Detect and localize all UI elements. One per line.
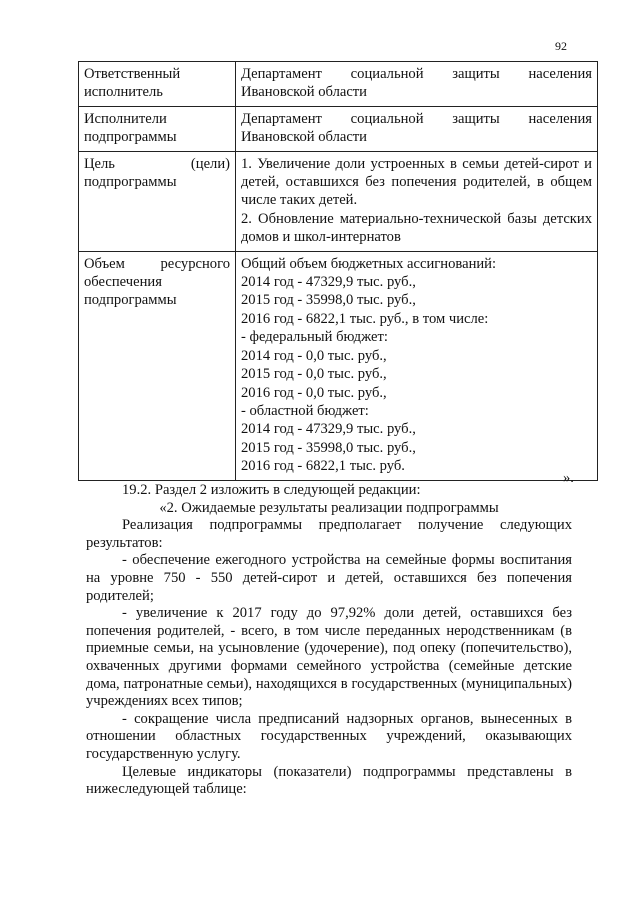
row-label-line: обеспечения	[84, 274, 162, 291]
row-label-line: подпрограммы	[84, 292, 177, 309]
paragraph: - обеспечение ежегодного устройства на семейные формы воспитания на уровне 750 - 550 детей-сирот и детей, оставшихся без попечения родителей;	[86, 552, 572, 604]
section-intro: 19.2. Раздел 2 изложить в следующей редакции:	[122, 482, 421, 498]
paragraph: - сокращение числа предписаний надзорных органов, вынесенных в отношении областных государственных учреждений, оказывающих государственную услугу.	[86, 710, 572, 762]
row-value-line: 2015 год - 0,0 тыс. руб.,	[241, 366, 387, 383]
paragraph: Целевые индикаторы (показатели) подпрограммы представлены в нижеследующей таблице:	[86, 763, 572, 798]
row-label-line: Цель (цели)	[84, 155, 230, 172]
row-value-line: 2016 год - 6822,1 тыс. руб., в том числе:	[241, 310, 489, 327]
row-value-line: 2014 год - 47329,9 тыс. руб.,	[241, 274, 416, 291]
row-value-line: - областной бюджет:	[241, 402, 369, 419]
row-value-line: Департамент социальной защиты населения	[241, 66, 592, 82]
row-label-line: подпрограммы	[84, 129, 177, 146]
row-label-cell	[79, 106, 236, 151]
row-value-line: 2014 год - 47329,9 тыс. руб.,	[241, 421, 416, 438]
table-row	[79, 62, 598, 107]
section-title: «2. Ожидаемые результаты реализации подпрограммы	[159, 499, 499, 516]
row-value-line: Департамент социальной защиты населения	[241, 110, 592, 127]
row-value-line: детей, оставшихся без попечения родителей, в общем	[241, 174, 592, 191]
row-value-line: домов и школ-интернатов	[241, 229, 401, 246]
row-value-cell	[236, 251, 598, 480]
body-text	[86, 482, 572, 799]
row-label-cell	[79, 62, 236, 107]
subprogram-passport-table	[78, 61, 598, 481]
row-label-line: подпрограммы	[84, 174, 177, 191]
row-value-line: 2016 год - 0,0 тыс. руб.,	[241, 384, 387, 401]
row-value-line: 2016 год - 6822,1 тыс. руб.	[241, 458, 405, 475]
row-label-line: Исполнители	[84, 110, 167, 127]
paragraph: Реализация подпрограммы предполагает получение следующих результатов:	[86, 517, 572, 551]
row-value-line: 2015 год - 35998,0 тыс. руб.,	[241, 292, 416, 309]
row-label-cell	[79, 151, 236, 251]
closing-quote: ».	[563, 470, 574, 486]
row-value-line: числе таких детей.	[241, 192, 358, 209]
row-value-cell	[236, 106, 598, 151]
row-value-cell	[236, 62, 598, 107]
row-value-cell	[236, 151, 598, 251]
row-label-line: исполнитель	[84, 84, 163, 101]
row-label-line: Ответственный	[84, 66, 181, 82]
row-value-line: - федеральный бюджет:	[241, 329, 388, 346]
row-label-line: Объем ресурсного	[84, 255, 230, 272]
table-row	[79, 151, 598, 251]
row-value-line: 2014 год - 0,0 тыс. руб.,	[241, 347, 387, 364]
table-row	[79, 251, 598, 480]
row-value-line: 1. Увеличение доли устроенных в семьи детей-сирот и	[241, 155, 592, 172]
paragraph: - увеличение к 2017 году до 97,92% доли детей, оставшихся без попечения родителей, - всего, в том числе переданных неродственникам (в приемные семьи, на усыновление (удочерение), под опеку (попечительство), охваченных другими формами семейного устройства (семейные детские дома, патронатные семьи), находящихся в государственных (муниципальных) учреждениях всех типов;	[86, 605, 572, 710]
row-value-line: Общий объем бюджетных ассигнований:	[241, 255, 497, 272]
page-number: 92	[555, 39, 567, 53]
row-value-line: 2. Обновление материально-технической базы детских	[241, 210, 592, 227]
row-value-line: 2015 год - 35998,0 тыс. руб.,	[241, 439, 416, 456]
row-label-cell	[79, 251, 236, 480]
row-value-line: Ивановской области	[241, 129, 367, 146]
row-value-line: Ивановской области	[241, 84, 367, 101]
table-row	[79, 106, 598, 151]
